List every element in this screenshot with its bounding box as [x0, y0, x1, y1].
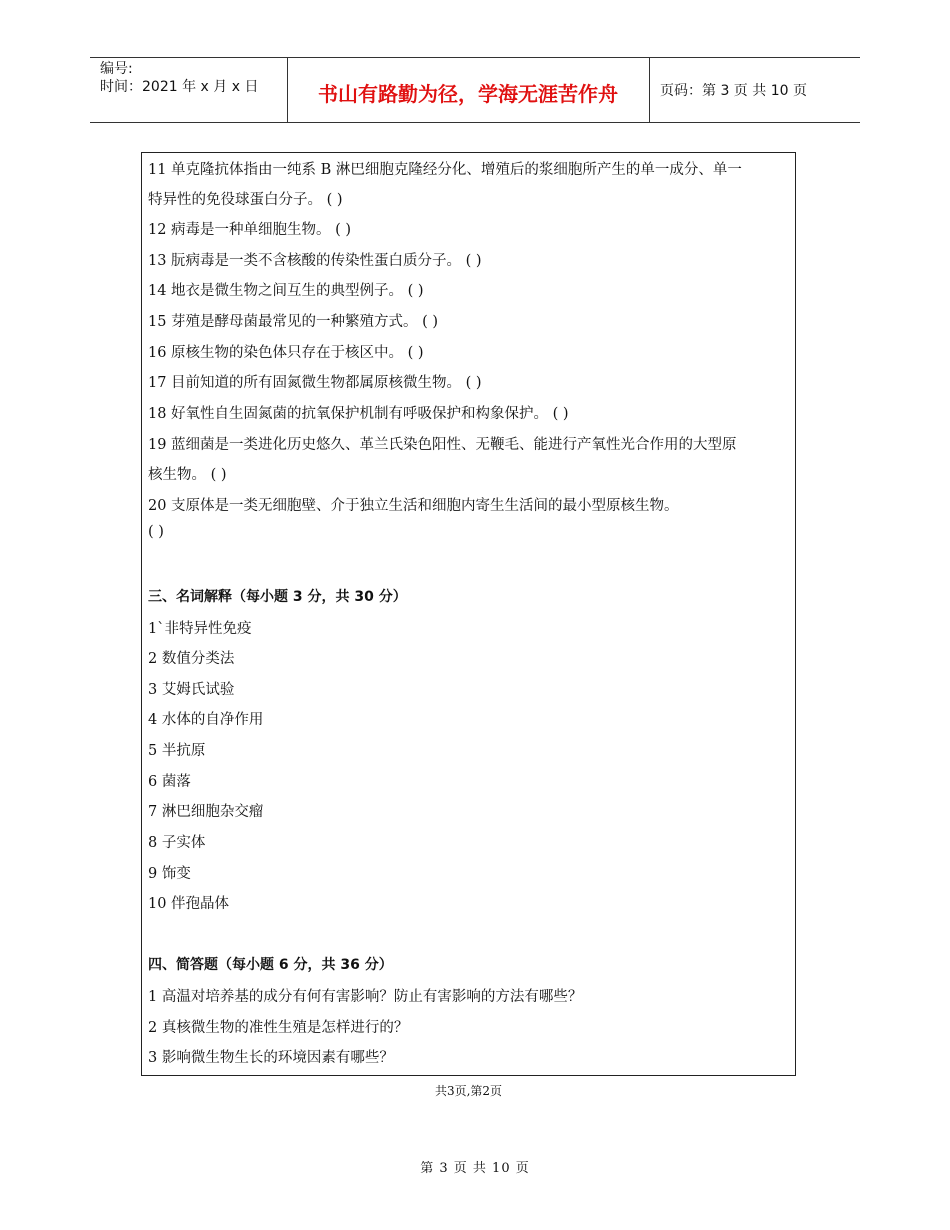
page-footer: 第 3 页 共 10 页: [420, 1161, 530, 1176]
tf-question-11-cont: 特异性的免役球蛋白分子。 ( ): [148, 192, 343, 208]
tf-question-12: 12 病毒是一种单细胞生物。 ( ): [148, 222, 352, 238]
short-answer-question: 2 真核微生物的准性生殖是怎样进行的？: [148, 1020, 409, 1036]
header-motto: 书山有路勤为径，学海无涯苦作舟: [318, 82, 618, 106]
tf-question-19: 19 蓝细菌是一类进化历史悠久、革兰氏染色阳性、无鞭毛、能进行产氧性光合作用的大型原: [148, 437, 737, 453]
tf-question-14: 14 地衣是微生物之间互生的典型例子。 ( ): [148, 283, 424, 299]
term-item: 4 水体的自净作用: [148, 712, 264, 728]
header-time-label: 时间：2021 年 x 月 x 日: [100, 79, 259, 95]
short-answer-question: 1 高温对培养基的成分有何有害影响？防止有害影响的方法有哪些？: [148, 989, 583, 1005]
tf-question-16: 16 原核生物的染色体只存在于核区中。 ( ): [148, 345, 424, 361]
tf-question-15: 15 芽殖是酵母菌最常见的一种繁殖方式。 ( ): [148, 314, 439, 330]
term-item: 8 子实体: [148, 835, 206, 851]
header-page-label: 页码：第 3 页 共 10 页: [660, 83, 807, 99]
term-item: 7 淋巴细胞杂交瘤: [148, 804, 264, 820]
term-item: 10 伴孢晶体: [148, 896, 230, 912]
header-top-rule: [90, 57, 860, 58]
term-item: 9 饰变: [148, 866, 191, 882]
short-answer-question: 3 影响微生物生长的环境因素有哪些？: [148, 1050, 394, 1066]
term-item: 5 半抗原: [148, 743, 206, 759]
section3-title: 三、名词解释（每小题 3 分，共 30 分）: [148, 589, 407, 605]
tf-question-20-cont: ( ): [148, 524, 164, 540]
term-item: 2 数值分类法: [148, 651, 235, 667]
header-number-label: 编号:: [100, 61, 133, 77]
tf-question-20: 20 支原体是一类无细胞壁、介于独立生活和细胞内寄生生活间的最小型原核生物。: [148, 498, 679, 514]
tf-question-11: 11 单克隆抗体指由一纯系 B 淋巴细胞克隆经分化、增殖后的浆细胞所产生的单一成分、单一: [148, 162, 742, 178]
term-item: 6 菌落: [148, 774, 191, 790]
header-meta: [100, 60, 258, 96]
exam-page-counter: 共3页,第2页: [434, 1084, 503, 1098]
term-item: 3 艾姆氏试验: [148, 682, 235, 698]
tf-question-19-cont: 核生物。 ( ): [148, 467, 227, 483]
tf-question-17: 17 目前知道的所有固氮微生物都属原核微生物。 ( ): [148, 375, 482, 391]
tf-question-18: 18 好氧性自生固氮菌的抗氧保护机制有呼吸保护和构象保护。 ( ): [148, 406, 569, 422]
tf-question-13: 13 朊病毒是一类不含核酸的传染性蛋白质分子。 ( ): [148, 253, 482, 269]
header-bottom-rule: [90, 122, 860, 123]
header-divider-right: [649, 57, 650, 122]
term-item: 1`非特异性免疫: [148, 621, 252, 637]
section4-title: 四、简答题（每小题 6 分，共 36 分）: [148, 957, 393, 973]
